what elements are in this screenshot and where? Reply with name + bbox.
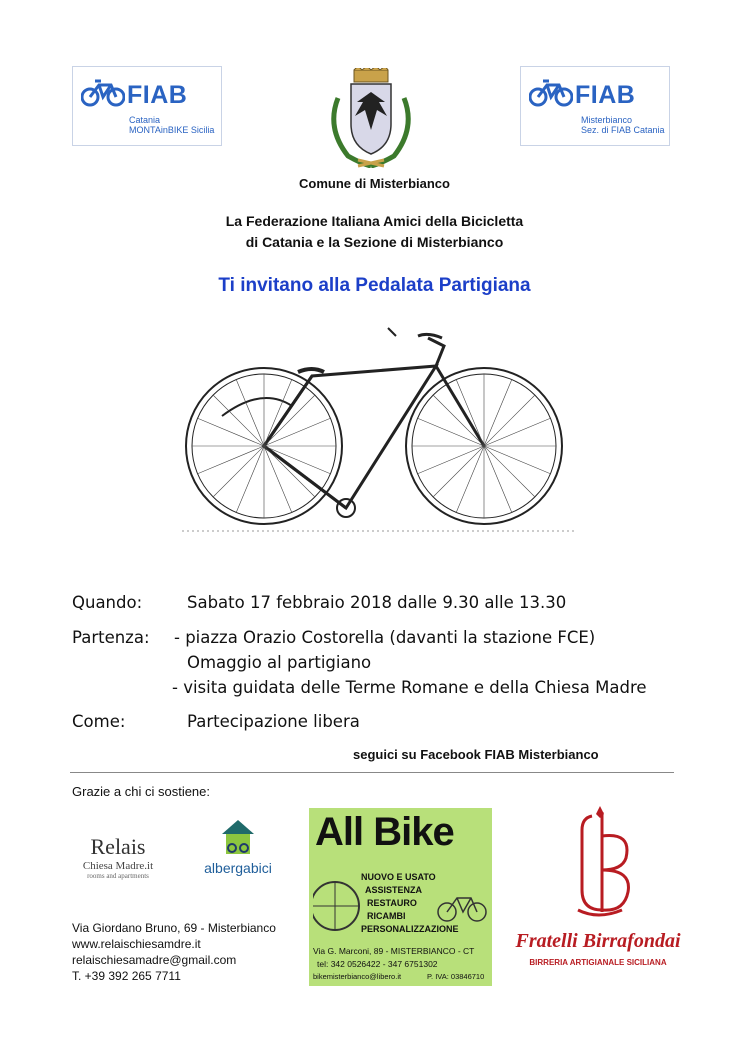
allbike-logo — [309, 808, 492, 986]
partenza-item-2: Omaggio al partigiano — [187, 653, 372, 672]
contact-email: relaischiesamadre@gmail.com — [72, 953, 237, 967]
allbike-tel: tel: 342 0526422 - 347 6751302 — [317, 959, 438, 969]
bicycle-icon — [529, 77, 573, 107]
allbike-item-1: NUOVO E USATO — [361, 872, 436, 882]
coat-of-arms-emblem — [318, 68, 424, 168]
sponsors-title: Grazie a chi ci sostiene: — [72, 784, 211, 799]
quando-label: Quando: — [72, 593, 143, 612]
intro-line-2: di Catania e la Sezione di Misterbianco — [245, 234, 504, 250]
come-label: Come: — [72, 712, 126, 731]
relais-logo — [72, 834, 164, 880]
fiab-label: FIAB — [127, 81, 188, 109]
relais-name: Relais — [90, 834, 146, 859]
comune-label: Comune di Misterbianco — [299, 176, 450, 191]
house-icon — [218, 818, 258, 856]
albergabici-logo — [196, 818, 280, 882]
fiab-sub2: MONTAinBIKE Sicilia — [129, 125, 215, 135]
allbike-item-4: RICAMBI — [367, 911, 406, 921]
fiab-sub2: Sez. di FIAB Catania — [581, 125, 665, 135]
vintage-bicycle-illustration — [182, 326, 574, 536]
come-value: Partecipazione libera — [187, 712, 360, 731]
allbike-item-3: RESTAURO — [367, 898, 417, 908]
bicycle-icon — [81, 77, 125, 107]
birrafondai-name: Fratelli Birrafondai — [515, 930, 681, 952]
separator-line — [70, 772, 674, 773]
fiab-sub1: Catania — [129, 115, 161, 125]
contact-address: Via Giordano Bruno, 69 - Misterbianco — [72, 921, 276, 935]
allbike-item-2: ASSISTENZA — [365, 885, 423, 895]
relais-line2: Chiesa Madre.it — [82, 860, 154, 872]
allbike-item-5: PERSONALIZZAZIONE — [361, 924, 459, 934]
allbike-piva: P. IVA: 03846710 — [427, 972, 485, 981]
birrafondai-monogram-icon — [564, 806, 636, 924]
fiab-catania-logo — [72, 66, 222, 146]
birrafondai-logo — [508, 806, 688, 976]
birrafondai-tagline: BIRRERIA ARTIGIANALE SICILIANA — [529, 958, 667, 967]
bicycle-icon — [437, 890, 487, 922]
allbike-email: bikemisterbianco@libero.it — [313, 972, 402, 981]
allbike-address: Via G. Marconi, 89 - MISTERBIANCO - CT — [313, 946, 475, 956]
fiab-misterbianco-logo — [520, 66, 670, 146]
contact-web: www.relaischiesamdre.it — [72, 937, 201, 951]
partenza-item-1: - piazza Orazio Costorella (davanti la stazione FCE) — [174, 628, 596, 647]
fiab-sub1: Misterbianco — [581, 115, 633, 125]
intro-line-1: La Federazione Italiana Amici della Bicicletta — [225, 213, 524, 229]
allbike-title: All Bike — [315, 810, 454, 854]
partenza-label: Partenza: — [72, 628, 150, 647]
fiab-label: FIAB — [575, 81, 636, 109]
partenza-item-3: - visita guidata delle Terme Romane e della Chiesa Madre — [172, 678, 647, 697]
quando-value: Sabato 17 febbraio 2018 dalle 9.30 alle 13.30 — [187, 593, 567, 612]
facebook-note: seguici su Facebook FIAB Misterbianco — [353, 747, 599, 762]
albergabici-label: albergabici — [204, 860, 272, 876]
headline: Ti invitano alla Pedalata Partigiana — [218, 275, 531, 296]
contact-phone: T. +39 392 265 7711 — [72, 969, 181, 983]
relais-line3: rooms and apartments — [87, 872, 149, 880]
